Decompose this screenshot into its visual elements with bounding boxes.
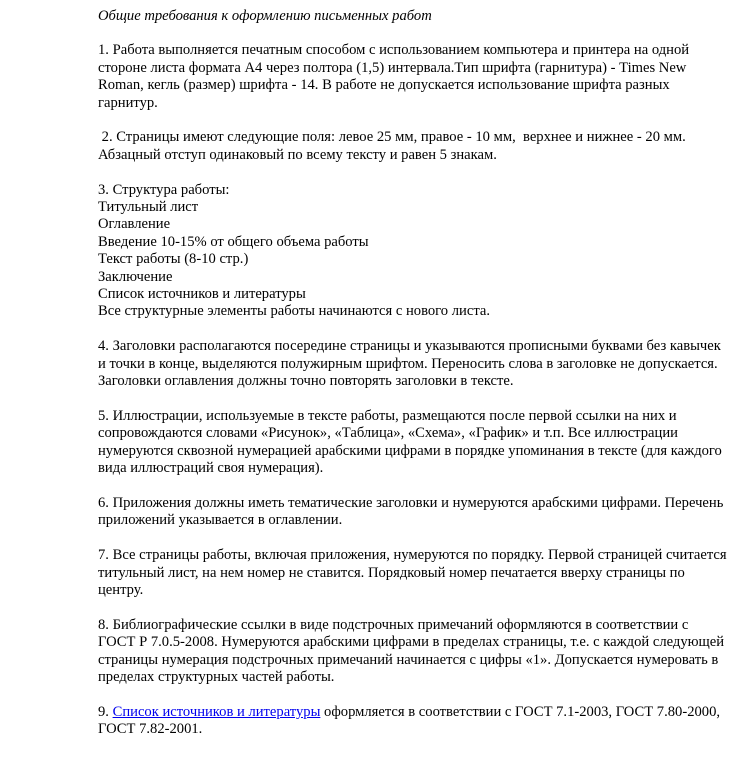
paragraph-6: 6. Приложения должны иметь тематические заголовки и нумеруются арабскими цифрами. Перечень приложений указывается в оглавлении.	[98, 494, 724, 529]
structure-heading: 3. Структура работы:	[98, 181, 230, 198]
document-title: Общие требования к оформлению письменных работ	[98, 8, 432, 24]
paragraph-4: 4. Заголовки располагаются посередине страницы и указываются прописными буквами без кавычек и точки в конце, выделяются полужирным шрифтом. Переносить слова в заголовке не допускается. Заголовки оглавления должны точно повторять заголовки в тексте.	[98, 338, 721, 390]
structure-item: Текст работы (8-10 стр.)	[98, 251, 249, 268]
structure-note: Все структурные элементы работы начинаются с нового листа.	[98, 303, 490, 320]
structure-item: Введение 10-15% от общего объема работы	[98, 233, 369, 250]
paragraph-7: 7. Все страницы работы, включая приложения, нумеруются по порядку. Первой страницей считается титульный лист, на нем номер не ставится. Порядковый номер печатается вверху страницы по центру.	[98, 547, 727, 598]
structure-item: Заключение	[98, 268, 173, 285]
document-body	[98, 8, 728, 756]
paragraph-1: 1. Работа выполняется печатным способом с использованием компьютера и принтера на одной стороне листа формата А4 через полтора (1,5) интервала.Тип шрифта (гарнитура) - Times New Roman, кегль (размер) шрифта - 14. В работе не допускается использование шрифта разных гарнитур.	[98, 42, 690, 111]
paragraph-9-suffix: оформляется в соответствии с ГОСТ 7.1-2003, ГОСТ 7.80-2000, ГОСТ 7.82-2001.	[98, 703, 724, 738]
structure-item: Список источников и литературы	[98, 286, 306, 303]
paragraph-9-prefix: 9.	[98, 703, 113, 720]
sources-literature-link[interactable]: Список источников и литературы	[112, 703, 321, 720]
paragraph-9	[98, 704, 728, 739]
structure-item: Титульный лист	[98, 199, 199, 216]
paragraph-2: 2. Страницы имеют следующие поля: левое 25 мм, правое - 10 мм, верхнее и нижнее - 20 мм. Абзацный отступ одинаковый по всему тексту и равен 5 знакам.	[98, 129, 690, 163]
paragraph-8: 8. Библиографические ссылки в виде подстрочных примечаний оформляются в соответствии с ГОСТ Р 7.0.5-2008. Нумеруются арабскими цифрами в пределах страницы, т.е. с каждой следующей страницы нумерация подстрочных примечаний начинается с цифры «1». Допускается нумеровать в пределах структурных частей работы.	[98, 616, 725, 685]
structure-item: Оглавление	[98, 216, 171, 233]
paragraph-3-structure	[98, 182, 728, 321]
paragraph-5: 5. Иллюстрации, используемые в тексте работы, размещаются после первой ссылки на них и сопровождаются словами «Рисунок», «Таблица», «Схема», «График» и т.п. Все иллюстрации нумеруются сквозной нумерацией арабскими цифрами в порядке упоминания в тексте (для каждого вида иллюстраций своя нумерация).	[98, 407, 722, 477]
